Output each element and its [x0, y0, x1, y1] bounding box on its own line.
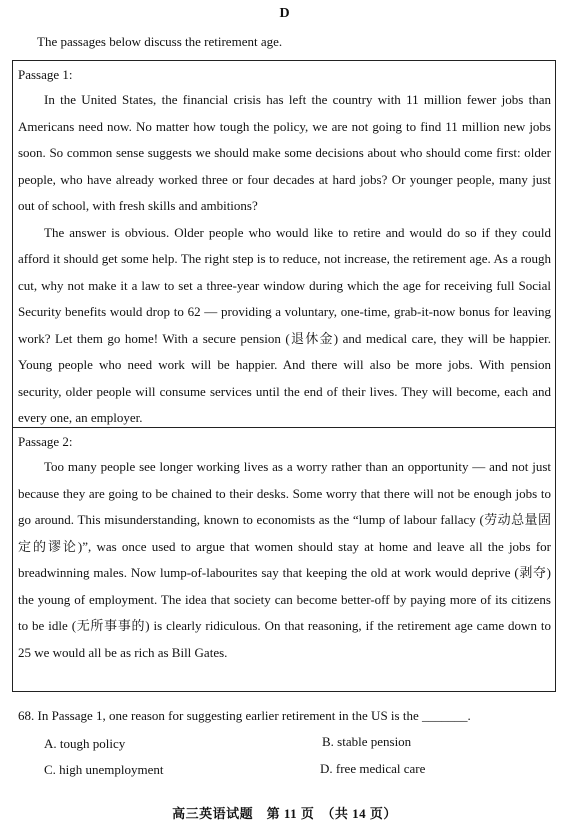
- option-d[interactable]: D. free medical care: [320, 761, 426, 776]
- passage-1-label: Passage 1:: [18, 67, 73, 82]
- option-a[interactable]: A. tough policy: [44, 736, 126, 751]
- passage-2-paragraph-1: Too many people see longer working lives as a worry rather than an opportunity — and not just because they are going to be chained to their desks. Some worry that there will not be enough jobs to go around. This misunderstanding, known to economists as the “lump of labour fallacy (劳动总量固定的谬论)”, was once used to argue that women should stay at home and leave all the jobs for breadwinning males. Now lump-of-labourites say that keeping the old at work would deprive (剥夺) the young of employment. The idea that society can become better-off by paying more of its citizens to be idle (无所事事的) is clearly ridiculous. On that reasoning, if the retirement age came down to 25 we would all be as rich as Bill Gates.: [18, 459, 551, 660]
- option-b[interactable]: B. stable pension: [322, 734, 412, 749]
- intro-text: The passages below discuss the retirement age.: [37, 34, 283, 49]
- question-stem: 68. In Passage 1, one reason for suggesting earlier retirement in the US is the _______.: [18, 708, 471, 723]
- section-letter: D: [279, 6, 290, 21]
- option-c[interactable]: C. high unemployment: [44, 762, 164, 777]
- passage-2-label: Passage 2:: [18, 434, 73, 449]
- passage-1-paragraph-1: In the United States, the financial crisis has left the country with 11 million fewer jobs than Americans need now. No matter how tough the policy, we are not going to find 11 million new jobs soon. So common sense suggests we should make some decisions about who should come first: older people, who have already worked three or four decades at hard jobs? Or younger people, many just out of school, with fresh skills and ambitions?: [18, 92, 551, 213]
- passage-1-paragraph-2: The answer is obvious. Older people who would like to retire and would do so if they could afford it should get some help. The right step is to reduce, not increase, the retirement age. As a rough cut, why not make it a law to set a three-year window during which the age for receiving full Social Security benefits would drop to 62 — providing a voluntary, one-time, grab-it-now bonus for leaving work? Let them go home! With a secure pension (退休金) and medical care, they will be happier. Young people who need work will be happier. And there will also be more jobs. With pension security, older people will consume services until the end of their lives. They will become, each and every one, an employer.: [18, 224, 551, 425]
- passage-1-box: [12, 60, 556, 428]
- passage-2-box: [12, 427, 556, 692]
- page-footer: 高三英语试题 第 11 页 （共 14 页）: [172, 806, 397, 821]
